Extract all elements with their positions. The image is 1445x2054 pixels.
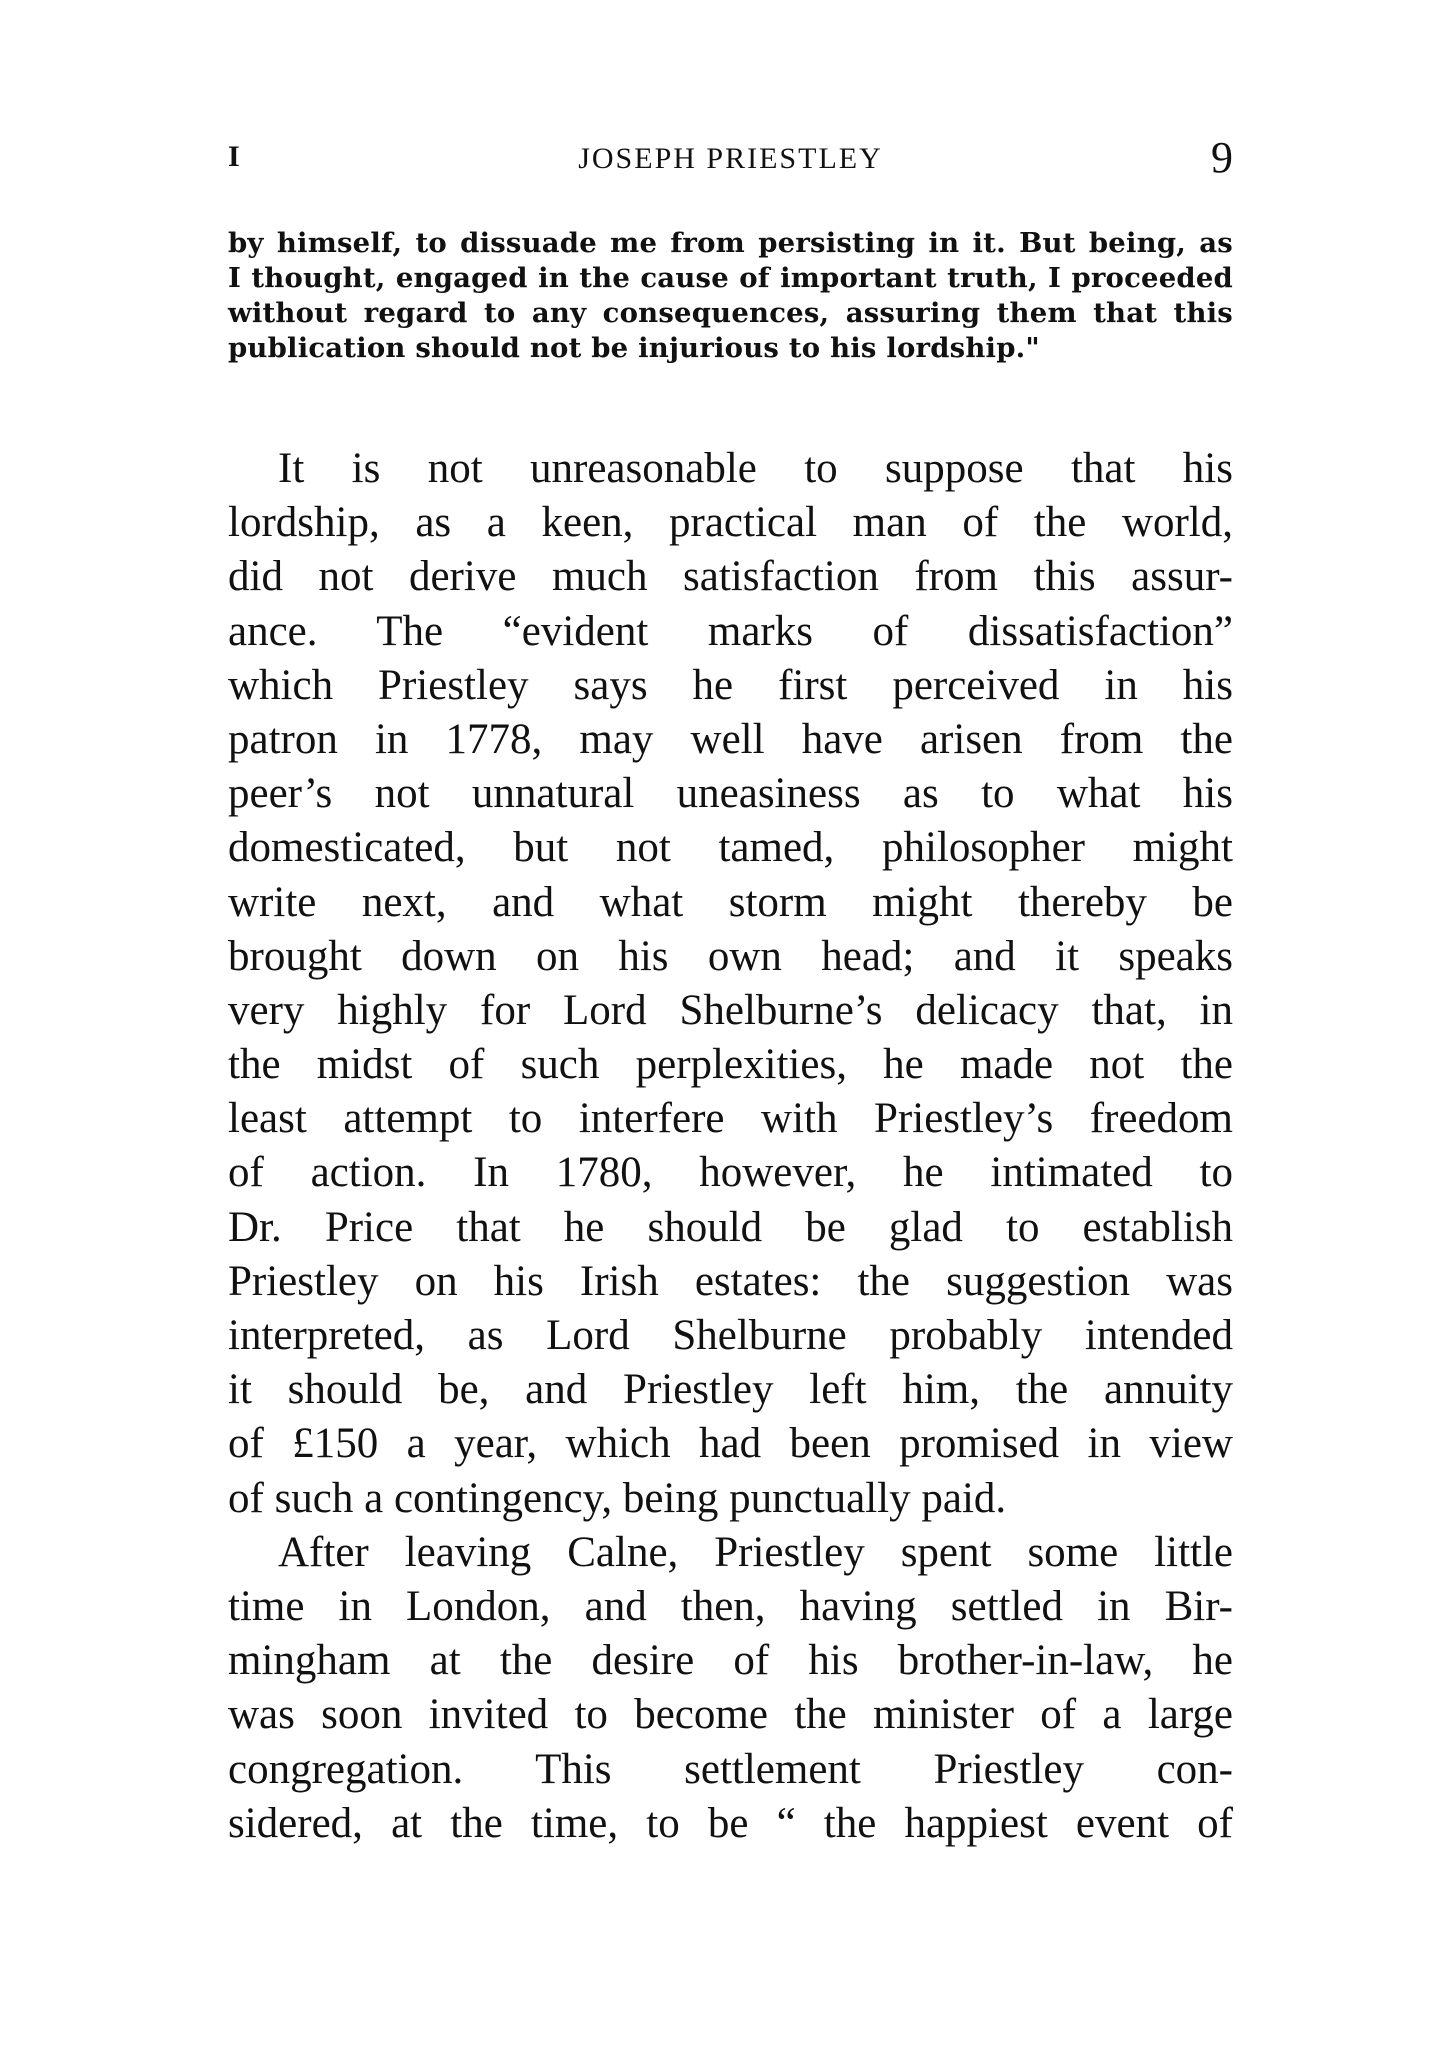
paragraph-line: ance. The “evident marks of dissatisfaction” — [228, 607, 1233, 655]
page-number: 9 — [1211, 133, 1233, 182]
paragraph-line: of action. In 1780, however, he intimated to — [228, 1149, 1233, 1197]
running-header — [228, 132, 1233, 182]
paragraph-line: which Priestley says he first perceived in his — [228, 661, 1233, 709]
paragraph-line: sidered, at the time, to be “ the happiest event of — [228, 1799, 1233, 1847]
paragraph-line: of £150 a year, which had been promised in view — [228, 1420, 1233, 1468]
paragraph-line: domesticated, but not tamed, philosopher might — [228, 824, 1233, 872]
paragraph-line: time in London, and then, having settled in Bir- — [228, 1582, 1233, 1630]
quote-line: without regard to any consequences, assuring them that this — [228, 297, 1233, 329]
paragraph-line: the midst of such perplexities, he made not the — [228, 1041, 1233, 1089]
paragraph-line: mingham at the desire of his brother-in-law, he — [228, 1637, 1233, 1685]
paragraph-line: least attempt to interfere with Priestley’s freedom — [228, 1095, 1233, 1143]
body-text — [228, 442, 1233, 1851]
paragraph-line: did not derive much satisfaction from this assur- — [228, 553, 1233, 601]
paragraph-line: peer’s not unnatural uneasiness as to what his — [228, 770, 1233, 818]
block-quotation — [228, 226, 1233, 366]
paragraph-line: It is not unreasonable to suppose that his — [278, 445, 1233, 492]
quote-line: I thought, engaged in the cause of important truth, I proceeded — [228, 262, 1233, 294]
paragraph-line: very highly for Lord Shelburne’s delicacy that, in — [228, 986, 1233, 1034]
paragraph-line: Dr. Price that he should be glad to establish — [228, 1203, 1233, 1251]
quote-line: by himself, to dissuade me from persisting in it. But being, as — [228, 227, 1233, 259]
chapter-numeral: I — [228, 140, 240, 173]
paragraph-line: patron in 1778, may well have arisen from the — [228, 715, 1233, 763]
quote-line: publication should not be injurious to his lordship." — [228, 332, 1040, 364]
paragraph-line: of such a contingency, being punctually paid. — [228, 1474, 1007, 1522]
paragraph-line: lordship, as a keen, practical man of the world, — [228, 499, 1233, 547]
paragraph-line: brought down on his own head; and it speaks — [228, 932, 1233, 980]
paragraph-line: was soon invited to become the minister of a large — [228, 1691, 1233, 1739]
running-title: JOSEPH PRIESTLEY — [578, 142, 883, 175]
paragraph-line: interpreted, as Lord Shelburne probably intended — [228, 1312, 1233, 1359]
paragraph-line: it should be, and Priestley left him, the annuity — [228, 1366, 1233, 1414]
paragraph-line: After leaving Calne, Priestley spent some little — [278, 1528, 1233, 1576]
paragraph-line: write next, and what storm might thereby be — [228, 878, 1233, 926]
paragraph-line: Priestley on his Irish estates: the suggestion was — [228, 1257, 1233, 1305]
paragraph-line: congregation. This settlement Priestley con- — [228, 1745, 1233, 1793]
